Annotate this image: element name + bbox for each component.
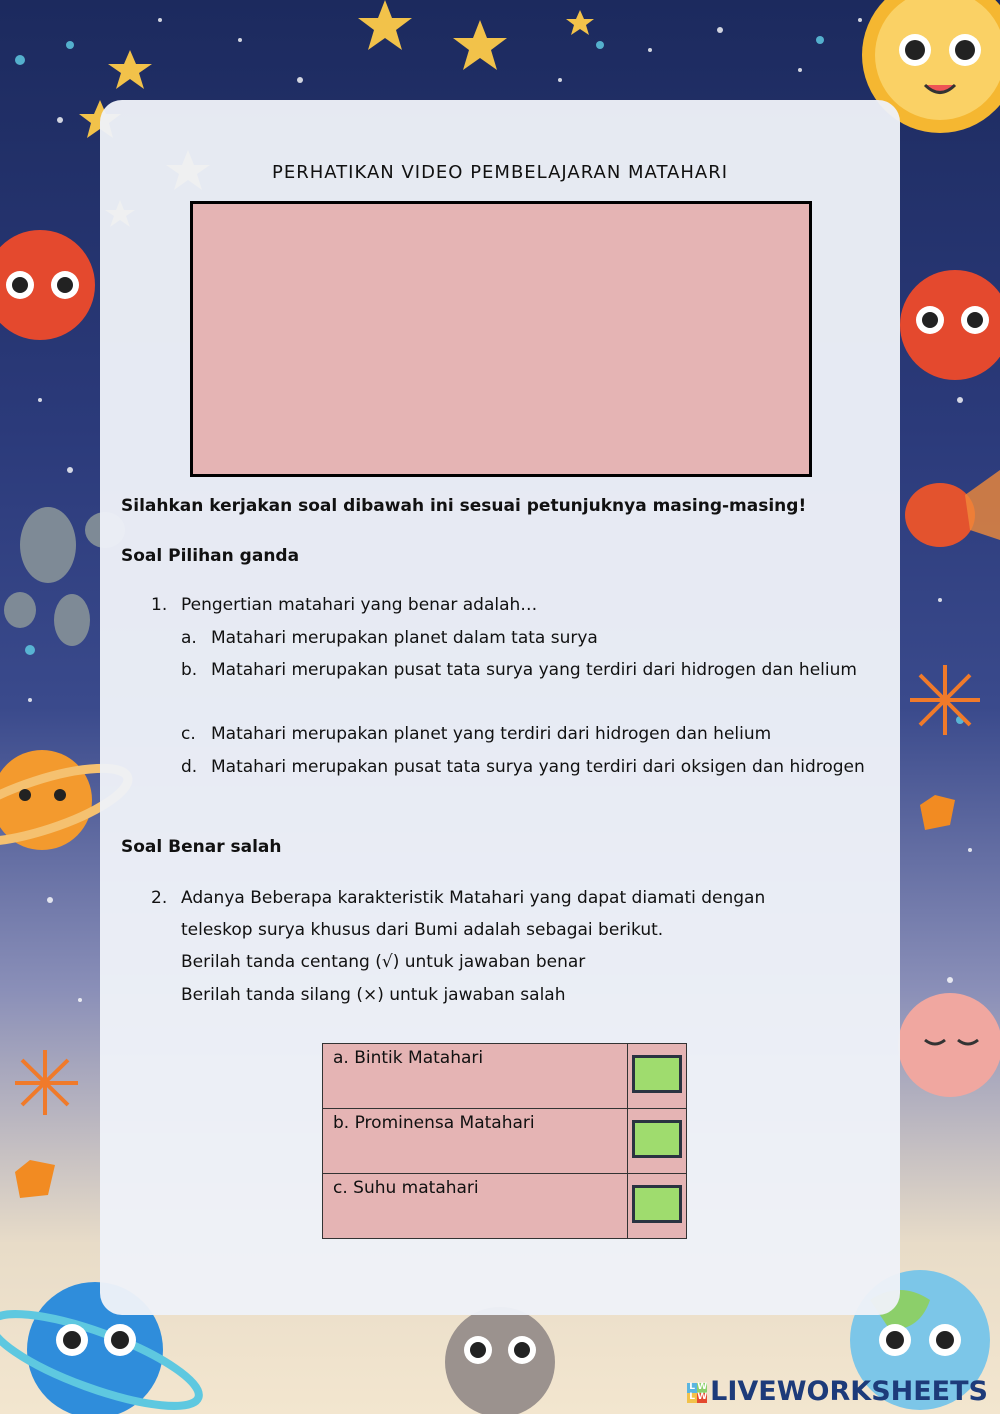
statement-cell: b. Prominensa Matahari xyxy=(323,1109,628,1174)
page-title: PERHATIKAN VIDEO PEMBELAJARAN MATAHARI xyxy=(271,162,729,183)
instruction-text: Silahkan kerjakan soal dibawah ini sesuai petunjuknya masing-masing! xyxy=(121,496,807,516)
statement-cell: c. Suhu matahari xyxy=(323,1174,628,1239)
star-icon xyxy=(453,20,507,70)
star-icon xyxy=(15,1160,55,1198)
option-letter: d. xyxy=(181,757,198,777)
section-heading-multiple-choice: Soal Pilihan ganda xyxy=(121,546,300,566)
question-number: 2. xyxy=(151,888,168,908)
red-planet-character-icon xyxy=(0,230,95,340)
option-letter: b. xyxy=(181,660,198,680)
star-icon xyxy=(566,10,594,35)
table-row xyxy=(323,1109,687,1174)
statement-cell: a. Bintik Matahari xyxy=(323,1044,628,1109)
question-2-line: Berilah tanda silang (×) untuk jawaban salah xyxy=(181,985,566,1005)
liveworksheets-logo[interactable] xyxy=(687,1376,988,1407)
question-2-line: teleskop surya khusus dari Bumi adalah sebagai berikut. xyxy=(181,920,664,940)
question-2-line: Adanya Beberapa karakteristik Matahari yang dapat diamati dengan xyxy=(181,888,766,908)
star-icon xyxy=(108,50,152,89)
option-b[interactable] xyxy=(181,654,879,718)
table-row xyxy=(323,1174,687,1239)
section-heading-true-false: Soal Benar salah xyxy=(121,837,282,857)
option-a[interactable] xyxy=(181,622,879,654)
table-row xyxy=(323,1044,687,1109)
red-planet-character-icon xyxy=(900,270,1000,380)
option-text: Matahari merupakan planet dalam tata surya xyxy=(211,628,598,648)
pink-planet-character-icon xyxy=(898,993,1000,1097)
video-placeholder[interactable] xyxy=(190,201,812,477)
true-false-table xyxy=(322,1043,687,1239)
option-text: Matahari merupakan pusat tata surya yang terdiri dari oksigen dan hidrogen xyxy=(211,757,865,777)
question-2-line: Berilah tanda centang (√) untuk jawaban benar xyxy=(181,952,586,972)
gray-planet-character-icon xyxy=(445,1307,555,1414)
answer-input-box[interactable] xyxy=(632,1185,682,1223)
meteor-icon xyxy=(905,470,1000,547)
answer-input-box[interactable] xyxy=(632,1055,682,1093)
option-letter: c. xyxy=(181,724,196,744)
option-letter: a. xyxy=(181,628,197,648)
logo-icon: L W L W xyxy=(687,1383,707,1403)
question-number: 1. xyxy=(151,595,168,615)
answer-input-box[interactable] xyxy=(632,1120,682,1158)
star-icon xyxy=(920,795,955,830)
option-d[interactable] xyxy=(181,751,879,815)
star-icon xyxy=(358,0,412,50)
option-text: Matahari merupakan pusat tata surya yang terdiri dari hidrogen dan helium xyxy=(211,660,857,680)
option-text: Matahari merupakan planet yang terdiri dari hidrogen dan helium xyxy=(211,724,772,744)
option-c[interactable] xyxy=(181,718,879,750)
brand-text: LIVEWORKSHEETS xyxy=(710,1376,988,1407)
question-1-text: Pengertian matahari yang benar adalah… xyxy=(181,595,538,615)
